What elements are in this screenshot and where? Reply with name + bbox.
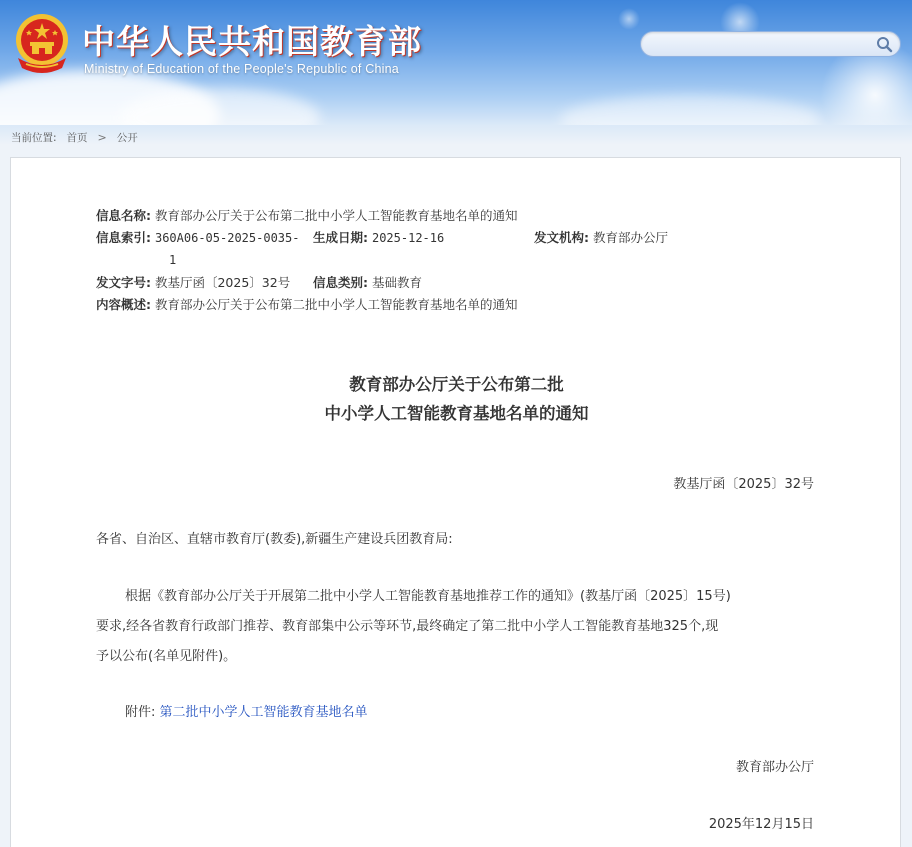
meta-row-org	[534, 227, 668, 249]
meta-row-name	[96, 205, 518, 227]
attachment-link[interactable]: 第二批中小学人工智能教育基地名单	[159, 705, 368, 720]
breadcrumb-home-link[interactable]: 首页	[66, 132, 88, 144]
site-header	[0, 0, 912, 125]
chevron-right-icon: >	[97, 131, 107, 144]
meta-category-value: 基础教育	[371, 275, 422, 290]
meta-row-summary	[96, 294, 518, 316]
meta-docno-label: 发文字号:	[96, 275, 151, 290]
document-number: 教基厅函〔2025〕32号	[673, 477, 814, 492]
meta-index-value: 360A06-05-2025-0035-	[154, 231, 300, 245]
search-box[interactable]	[640, 31, 901, 57]
national-emblem-icon[interactable]	[12, 12, 72, 76]
body-paragraph-line1: 根据《教育部办公厅关于开展第二批中小学人工智能教育基地推荐工作的通知》(教基厅函〔2025〕15号)	[125, 589, 731, 604]
article-card	[10, 157, 901, 847]
body-paragraph-line3: 予以公布(名单见附件)。	[96, 649, 237, 664]
meta-summary-value: 教育部办公厅关于公布第二批中小学人工智能教育基地名单的通知	[154, 297, 518, 312]
meta-name-value: 教育部办公厅关于公布第二批中小学人工智能教育基地名单的通知	[154, 208, 518, 223]
meta-row-docno	[96, 272, 290, 294]
meta-index-value-line2: 1	[169, 253, 177, 267]
meta-docno-value: 教基厅函〔2025〕32号	[154, 275, 291, 290]
signer: 教育部办公厅	[735, 760, 814, 775]
site-title[interactable]: 中华人民共和国教育部	[82, 22, 422, 61]
attachment-line	[96, 699, 816, 727]
meta-row-index	[96, 227, 299, 249]
attachment-label: 附件:	[125, 705, 156, 720]
dandelion-decoration	[618, 8, 640, 30]
breadcrumb	[11, 130, 138, 145]
meta-org-label: 发文机构:	[534, 230, 589, 245]
salutation: 各省、自治区、直辖市教育厅(教委),新疆生产建设兵团教育局:	[96, 532, 453, 547]
document-title-line2: 中小学人工智能教育基地名单的通知	[324, 404, 589, 423]
meta-index-value-wrap	[169, 249, 176, 271]
breadcrumb-label: 当前位置:	[11, 132, 57, 144]
meta-row-date	[313, 227, 444, 249]
body-paragraph-line2: 要求,经各省教育行政部门推荐、教育部集中公示等环节,最终确定了第二批中小学人工智能教育基地325个,现	[96, 619, 719, 634]
meta-row-category	[313, 272, 422, 294]
search-icon[interactable]	[876, 36, 893, 53]
cloud-decoration	[560, 95, 820, 125]
meta-org-value: 教育部办公厅	[592, 230, 668, 245]
meta-index-label: 信息索引:	[96, 230, 151, 245]
breadcrumb-current-link[interactable]: 公开	[116, 132, 138, 144]
meta-name-label: 信息名称:	[96, 208, 151, 223]
meta-date-value: 2025-12-16	[371, 231, 445, 245]
sign-date: 2025年12月15日	[708, 817, 814, 832]
meta-category-label: 信息类别:	[313, 275, 368, 290]
document-title-line1: 教育部办公厅关于公布第二批	[349, 375, 564, 394]
site-subtitle[interactable]: Ministry of Education of the People's Republic of China	[84, 62, 399, 76]
meta-date-label: 生成日期:	[313, 230, 368, 245]
search-input[interactable]	[651, 35, 861, 53]
meta-summary-label: 内容概述:	[96, 297, 151, 312]
